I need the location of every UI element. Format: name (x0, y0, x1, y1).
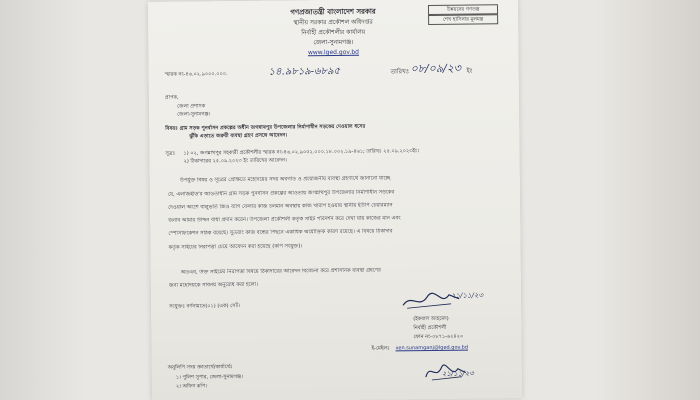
request-line-1: অতএব, উক্ত সাইটের নিরাপত্তা বিষয়ে ঠিকাদারের আবেদন বিবেচনা করে প্রশাসনিক ব্যবস্থা গ্রহণের (180, 267, 381, 276)
body-line-6: কর্তৃক সাইটের নিরাপত্তা চেয়ে আবেদন করা হয়েছে (কপি সংযুক্ত)। (168, 243, 303, 251)
department-title: স্থানীয় সরকার প্রকৌশল অধিদপ্তর (293, 18, 373, 27)
government-title: গণপ্রজাতন্ত্রী বাংলাদেশ সরকার (290, 7, 376, 17)
signatory-phone: ফোন নং-০৮৭১-৬২৪২০ (413, 333, 464, 341)
reference-label: সূত্রঃ (165, 150, 176, 157)
copy-item-2: ২। অফিস কপি। (175, 383, 208, 390)
office-title: নির্বাহী প্রকৌশলীর কার্যালয় (301, 28, 366, 37)
letter-page (148, 0, 522, 400)
signatory-name: (ইকবাল আহমেদ) (413, 315, 449, 323)
recipient-label: প্রাপক, (164, 94, 179, 101)
body-line-3: দেওয়াল অংশে বালুভর্তি জিও ব্যাগ ফেলার কাজ চলমান অবস্থায় কাজ খারাপ হওয়ায় স্থানীয় ইউপি চেয়ারম্যান (168, 202, 393, 211)
memo-number-prefix: স্মারক নং-৪৬.০২.৯০০০.০০০. (164, 71, 228, 78)
body-line-2: যে, এলজিইডি'র আওতাধীন গ্রাম সড়ক পুনর্বাসন প্রকল্পের আওতায় জগন্নাথপুর উপজেলার নির্মাণাধীন সড়কের (167, 189, 395, 198)
email-link[interactable]: xen.sunamganj@lged.gov.bd (395, 344, 469, 352)
copy-heading: অনুলিপি সদয় জ্ঞাতার্থে/কার্যার্থেঃ (167, 364, 233, 371)
subject-line-2: ঝুঁকি এড়াতে জরুরী ব্যবস্থা গ্রহণ প্রসঙ্গে আবেদন। (189, 132, 288, 140)
signature-date-handwritten: ২১/১১/২৩ (450, 291, 484, 300)
district-line: জেলা-সুনামগঞ্জ। (313, 38, 354, 47)
email-label: ই-মেইলঃ (371, 345, 390, 352)
date-suffix: ইং (466, 67, 473, 75)
recipient-line-2: জেলা-সুনামগঞ্জ। (177, 111, 211, 118)
slogan-box-bottom: শেখ হাসিনার মূলমন্ত্র (428, 14, 498, 25)
date-label: তারিখঃ (390, 68, 410, 76)
reference-1: ১) ০২, জগন্নাথপুর সহকারী প্রকৌশলীর স্মারক নং-৪৬.০২.৯০৫২.০০০.১৮.০০২.১৯-৪৬১; তারিখঃ ২৫.০৯.২০২৩ইং। (183, 148, 420, 157)
body-line-1: উপর্যুক্ত বিষয় ও সূত্রের প্রেক্ষিতে মহোদয়ের সদয় অবগতি ও প্রয়োজনীয় ব্যবস্থা গ্রহণার্থে জানানো যাচ্ছে (179, 175, 391, 184)
attachment-line: সংযুক্তঃ বর্ণনামতে(০১) (এক) সেট। (169, 303, 240, 310)
second-signature-date-handwritten: ২১/১১/২৩ (441, 369, 474, 378)
copy-item-1: ১। পুলিশ সুপার, জেলা-সুনামগঞ্জ। (175, 373, 244, 381)
subject-line-1: বিষয়ঃ গ্রাম সড়ক পুনর্বাসন প্রকল্পের অধীন জগন্নাথপুর উপজেলার নির্মাণাধীন সড়কের দেওয়াল ধসের (165, 123, 366, 132)
body-line-5: স্পেসিফিকেশন সঠিক রয়েছে। সুতরাং কাজ বন্ধের পিছনে একাধিক অযৌক্তিক কারণ রয়েছে। এ বিষয়ে ঠিকাদার (168, 228, 393, 237)
memo-number-handwritten: ১৪.৯৮১৯-৬৮৯৫ (268, 65, 341, 78)
request-line-2: জন্য মহোদয়কে সবিনয় অনুরোধ করা হলো। (168, 281, 259, 289)
reference-2: ২) ঠিকাদারের ২৫.০৯.২০২৩ ইং তারিখের আবেদন। (183, 157, 287, 165)
signatory-title: নির্বাহী প্রকৌশলী (413, 324, 447, 332)
recipient-line-1: জেলা প্রশাসক (176, 103, 206, 110)
body-line-4: জনাব আমার উদ্দিন বাধা প্রদান করেন। উপজেলা প্রকৌশলী কর্তৃক সাইট পরিদর্শন করে দেখা যায় কাজের মান এবং (168, 215, 401, 224)
website-link[interactable]: www.lged.gov.bd (307, 48, 360, 57)
date-handwritten: ০৮/০৯/২৩ (410, 61, 461, 76)
slogan-box-top: উন্নয়নের গণতন্ত্র (428, 4, 498, 15)
